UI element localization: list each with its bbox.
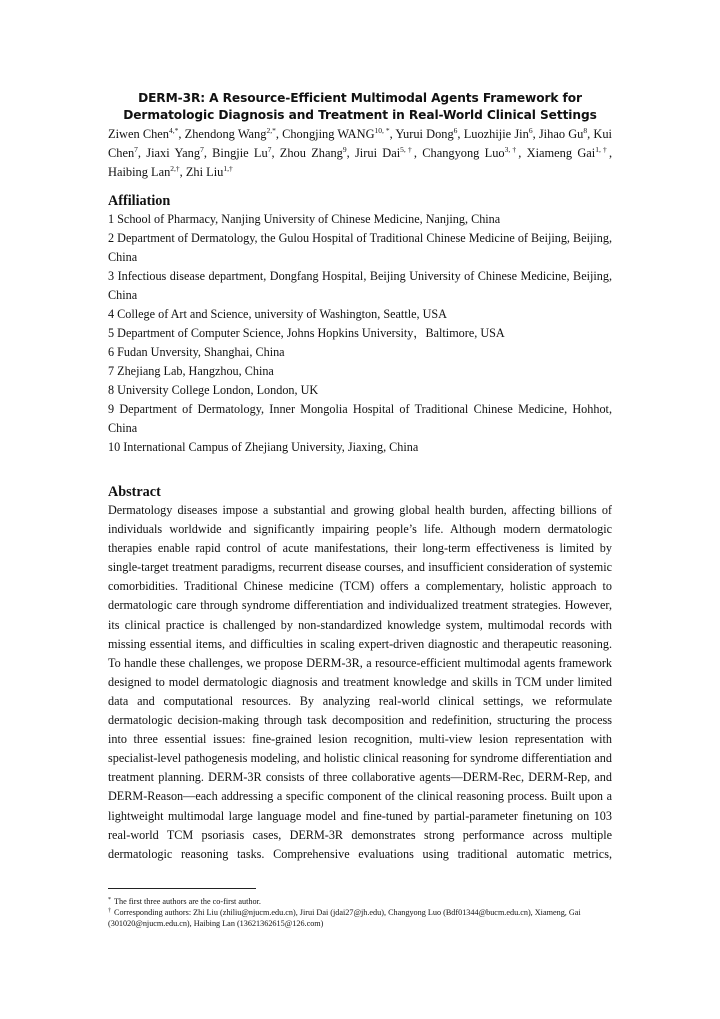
author-name: Jirui Dai [354,146,401,160]
affiliation-item: 6 Fudan Unversity, Shanghai, China [108,345,285,359]
affiliation-item: 8 University College London, London, UK [108,383,319,397]
affiliation-item: 1 School of Pharmacy, Nanjing University of Chinese Medicine, Nanjing, China [108,212,501,226]
author-name: Yurui Dong [395,127,454,141]
author-affiliation-mark: 4,* [168,126,179,135]
author-affiliation-mark: 3,† [504,145,519,154]
author [146,146,204,160]
abstract-body: Dermatology diseases impose a substantial and growing global health burden, affecting billions of individuals worldwide and significantly impairing people’s life. Although modern dermatologic therapies enable rapid control of acute manifestations, their long-term effectiveness is limited by single-target treatment paradigms, recurrent disease courses, and insufficient consideration of systemic comorbidities. Traditional Chinese medicine (TCM) offers a complementary, holistic approach to dermatologic care through syndrome differentiation and individualized treatment strategies. However, its clinical practice is challenged by non-standardized knowledge system, multimodal records with missing essential items, and difficulties in scaling expert-driven diagnostic and therapeutic reasoning. To handle these challenges, we propose DERM-3R, a resource-efficient multimodal agents framework designed to model dermatologic diagnosis and treatment knowledge and skills in TCM under limited data and computational resources. By analyzing real-world clinical settings, we reformulate dermatologic decision-making through task decomposition and redefinition, structuring the process into three essential issues: fine-grained lesion recognition, multi-view lesion representation with specialist-level pathogenesis modeling, and holistic clinical reasoning for syndrome differentiation and treatment planning. DERM-3R consists of three collaborative agents—DERM-Rec, DERM-Rep, and DERM-Reason—each addressing a specific component of the clinical reasoning process. Built upon a lightweight multimodal large language model and fine-tuned by partial-parameter finetuning on 103 real-world TCM psoriasis cases, DERM-3R demonstrates strong performance across multiple dermatologic reasoning tasks. Comprehensive evaluations using traditional automatic metrics, [108,503,612,861]
author-name: Jiaxi Yang [146,146,201,160]
author-affiliation-mark: 7 [267,145,272,154]
author-name: Zhou Zhang [279,146,343,160]
footnote-mark: * [108,897,111,903]
footnote [108,907,612,929]
abstract-heading: Abstract [108,484,161,500]
author-affiliation-mark: 2,* [266,126,276,135]
affiliation-item: 5 Department of Computer Science, Johns Hopkins University，Baltimore, USA [108,326,505,340]
author-name: Haibing Lan [108,165,171,179]
author-name: Ziwen Chen [108,127,169,141]
footnote-text: The first three authors are the co-first author. [114,897,261,906]
author-affiliation-mark: 7 [134,145,138,154]
footnote-divider [108,888,256,889]
author [185,127,276,141]
author-name: Xiameng Gai [526,146,596,160]
author [186,165,233,179]
affiliation-item: 2 Department of Dermatology, the Gulou Hospital of Traditional Chinese Medicine of Beijing, Beijing, China [108,231,612,264]
affiliation-item: 4 College of Art and Science, university of Washington, Seattle, USA [108,307,447,321]
author [108,127,178,141]
author-name: Bingjie Lu [212,146,268,160]
footnote-mark: † [108,908,111,914]
affiliation-item: 9 Department of Dermatology, Inner Mongolia Hospital of Traditional Chinese Medicine, Hohhot, China [108,402,612,435]
author [422,146,518,160]
author [355,146,414,160]
author [527,146,609,160]
affiliation-item: 10 International Campus of Zhejiang University, Jiaxing, China [108,440,419,454]
author-name: Chongjing WANG [282,127,375,141]
author-affiliation-mark: 6 [528,126,533,135]
affiliation-item: 7 Zhejiang Lab, Hangzhou, China [108,364,274,378]
author-name: Changyong Luo [422,146,505,160]
footnote [108,896,612,907]
footnotes [108,896,612,929]
author-name: Luozhijie Jin [463,127,529,141]
paper-title: DERM-3R: A Resource-Efficient Multimodal Agents Framework for Dermatologic Diagnosis and Treatment in Real-World Clinical Settings [123,91,597,122]
footnote-text: Corresponding authors: Zhi Liu (zhiliu@njucm.edu.cn), Jirui Dai (jdai27@jh.edu), Changyong Luo (Bdf01344@bucm.edu.cn), Xiameng, Gai (301020@njucm.edu.cn), Haibing Lan (13621362615@126.com) [108,908,581,928]
author-affiliation-mark: 9 [342,145,347,154]
author-affiliation-mark: 7 [200,145,204,154]
author-name: Kui Chen [108,127,612,160]
author-affiliation-mark: 8 [583,126,588,135]
author [539,127,587,141]
affiliation-heading: Affiliation [108,193,171,209]
author [395,127,457,141]
author-affiliation-mark: 1,† [223,164,233,173]
author-affiliation-mark: 10, * [374,126,390,135]
author-name: Jihao Gu [538,127,584,141]
affiliation-item: 3 Infectious disease department, Dongfang Hospital, Beijing University of Chinese Medicine, Beijing, China [108,269,612,302]
author-name: Zhi Liu [185,165,224,179]
author-affiliation-mark: 6 [453,126,458,135]
author [280,146,347,160]
author [464,127,533,141]
author-affiliation-mark: 1,† [595,145,609,154]
author-affiliation-mark: 5,† [400,145,414,154]
author [108,165,180,179]
author-list: Ziwen Chen$^{4,*}$, Zhendong Wang$^{2,*}$, Chongjing $WANG^{10, *}$, Yurui Dong$^6$, Luozhijie Jin$^6$, Jihao Gu$^8$, Kui Chen$^7$, Jiaxi Yang$^7$, Bingjie Lu$^7$, Zhou Zhang$^9$, Jirui Dai$^{5,\dagger}$, Changyong Luo$^{3,\dagger}$, Xiameng Gai$^{1,\dagger}$, Haibing Lan$^{2,\dagger}$, Zhi Liu$^{1,\dagger}$ [108,126,613,179]
author [212,146,271,160]
affiliation-list [108,210,612,457]
author [282,127,390,141]
author-affiliation-mark: 2,† [170,164,180,173]
author-name: Zhendong Wang [184,127,267,141]
